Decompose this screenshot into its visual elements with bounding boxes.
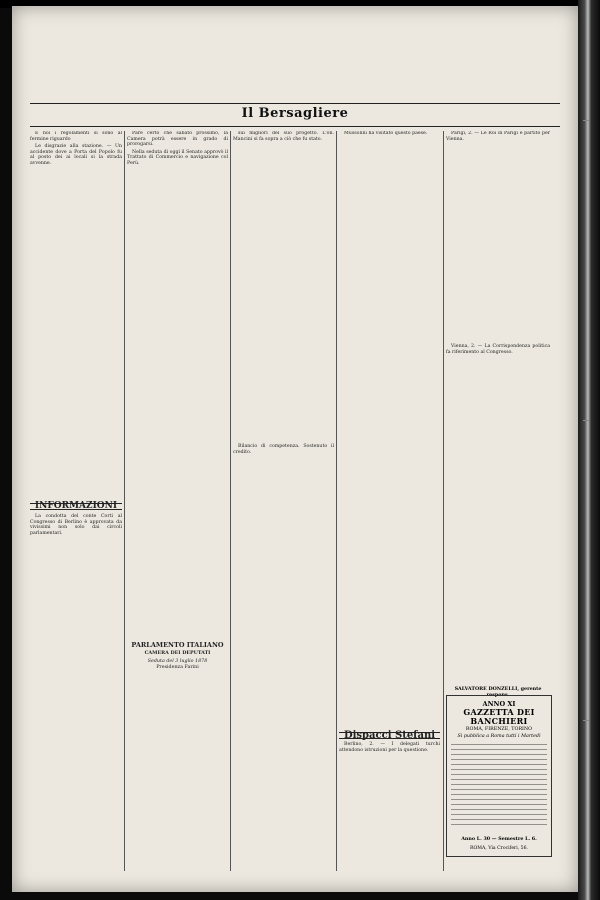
sitting-date: Seduta del 3 luglio 1878	[147, 658, 208, 664]
column-rule	[336, 131, 337, 871]
ad-body-text	[451, 744, 547, 828]
paragraph: Bilancio di competenza. Sostenuto il credito.	[233, 444, 334, 455]
column-rule	[443, 131, 444, 871]
paragraph: Vienna, 2. — La Corrispondenza politica fa riferimento al Congresso.	[446, 344, 550, 355]
binding-mark	[583, 120, 589, 121]
article-column-3	[233, 131, 334, 871]
ad-address: ROMA, Via Crociferi, 56.	[470, 846, 528, 851]
paragraph: Mussolini ha visitato questo paese.	[344, 131, 428, 136]
section-subheading: CAMERA DEI DEPUTATI	[144, 650, 211, 657]
text-block	[30, 169, 122, 499]
column-rule	[230, 131, 231, 871]
text-block	[233, 144, 334, 444]
article-column-1	[30, 131, 122, 871]
column-rule	[124, 131, 125, 871]
paragraph: Nella seduta di oggi il Senato approvò il Trattato di Commercio e navigazione col Perù.	[127, 149, 228, 166]
masthead	[30, 103, 560, 127]
paragraph: sui migliori del suo progetto. L'on. Mancini si fa sopra a ciò che fu stato.	[233, 131, 334, 142]
editor-signature: SALVATORE DONZELLI, gerente respons.	[454, 686, 542, 698]
section-heading: PARLAMENTO ITALIANO	[131, 640, 224, 649]
ad-title: GAZZETTA DEI BANCHIERI	[463, 707, 535, 726]
ad-price: Anno L. 30 — Semestre L. 6.	[461, 836, 537, 842]
scan-binding-edge	[578, 0, 600, 900]
paragraph: Parigi, 2. — Le Roi di Parigi è partito per Vienna.	[446, 131, 550, 142]
paragraph: E noi i regolamenti si sono al fermine riguardo	[30, 131, 122, 142]
paragraph: Pare certo che sabato prossimo, la Camera potrà essere in grado di prorogarsi.	[127, 131, 228, 148]
text-block	[446, 357, 550, 677]
text-block	[339, 139, 440, 729]
text-block	[127, 674, 228, 871]
newspaper-title: Il Bersagliere	[241, 106, 349, 121]
article-column-4	[339, 131, 440, 871]
article-column-5	[446, 131, 550, 683]
text-block	[127, 169, 228, 639]
section-heading: INFORMAZIONI	[30, 503, 122, 511]
section-heading: Dispacci Stefani	[339, 732, 440, 740]
paragraph: Berlino, 2. — I delegati turchi attendono istruzioni per la questione.	[339, 742, 440, 753]
text-block	[446, 144, 550, 344]
advertisement-box	[446, 695, 552, 857]
text-block	[339, 755, 440, 865]
paragraph: La condotta del conte Corti al Congresso di Berlino è approvata da vivissimi non solo dai circoli parlamentari.	[30, 514, 122, 536]
ad-tagline: Si pubblica a Roma tutti i Martedì	[457, 734, 541, 739]
ad-cities: ROMA, FIRENZE, TORINO	[465, 727, 533, 732]
binding-mark	[583, 420, 589, 421]
ad-year: ANNO XI	[482, 700, 516, 708]
text-block	[30, 539, 122, 871]
binding-mark	[583, 720, 589, 721]
presidency: Presidenza Farini	[156, 665, 199, 671]
text-block	[233, 457, 334, 871]
article-column-2	[127, 131, 228, 871]
paragraph: Le disgrazie alla stazione. — Un accidente dove a Porta del Popolo fu al posto dei ai locali si la strada avvenne.	[30, 144, 122, 166]
